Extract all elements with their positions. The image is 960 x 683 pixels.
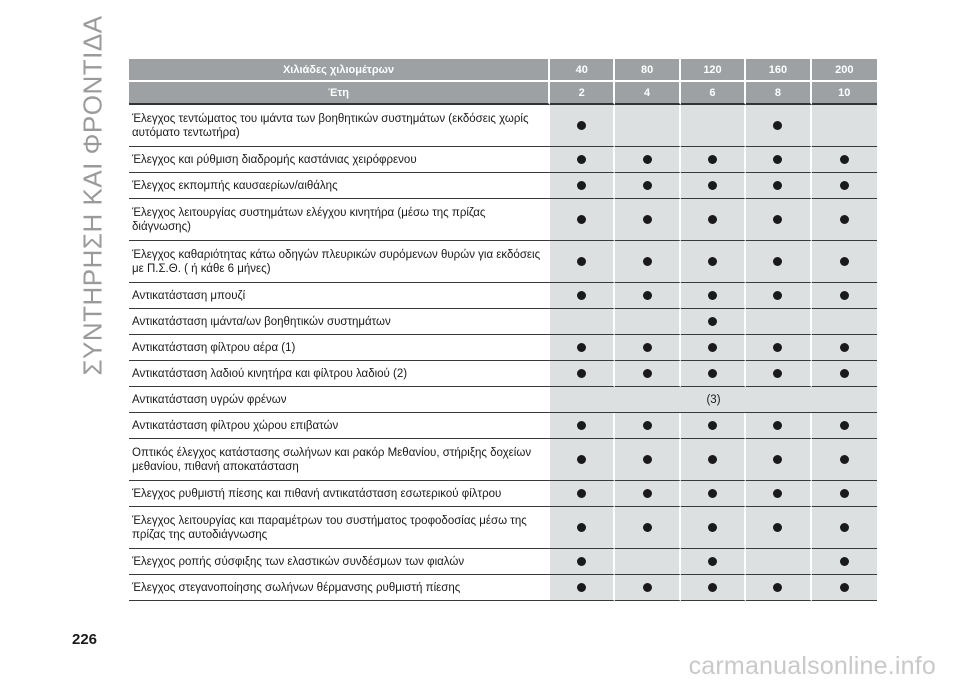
header-label: Έτη — [129, 82, 550, 105]
interval-cell — [746, 481, 811, 507]
maintenance-schedule-table — [129, 59, 877, 601]
row-label: Αντικατάσταση λαδιού κινητήρα και φίλτρου λαδιού (2) — [129, 361, 550, 387]
interval-cell — [615, 507, 680, 549]
bullet-icon — [643, 155, 652, 164]
interval-cell — [615, 147, 680, 173]
table-row — [129, 575, 877, 601]
table-row — [129, 507, 877, 549]
interval-cell — [812, 147, 877, 173]
header-value: 4 — [615, 82, 680, 105]
bullet-icon — [708, 557, 717, 566]
row-label: Έλεγχος λειτουργίας και παραμέτρων του συστήματος τροφοδοσίας μέσω της πρίζας της αυτοδιάγνωσης — [129, 507, 550, 549]
header-value: 200 — [812, 59, 877, 82]
bullet-icon — [773, 291, 782, 300]
bullet-icon — [643, 489, 652, 498]
bullet-icon — [840, 583, 849, 592]
bullet-icon — [577, 455, 586, 464]
interval-cell — [550, 361, 615, 387]
bullet-icon — [840, 523, 849, 532]
header-value: 40 — [550, 59, 615, 82]
table-row — [129, 105, 877, 147]
bullet-icon — [773, 523, 782, 532]
bullet-icon — [773, 215, 782, 224]
bullet-icon — [577, 257, 586, 266]
section-title — [74, 14, 112, 376]
table-row — [129, 199, 877, 241]
bullet-icon — [773, 181, 782, 190]
row-label: Οπτικός έλεγχος κατάστασης σωλήνων και ρακόρ Μεθανίου, στήριξης δοχείων μεθανίου, πιθανή αποκατάσταση — [129, 439, 550, 481]
interval-cell — [550, 413, 615, 439]
table-row — [129, 549, 877, 575]
interval-cell — [746, 335, 811, 361]
table-row — [129, 481, 877, 507]
interval-cell — [550, 439, 615, 481]
bullet-icon — [643, 343, 652, 352]
interval-cell — [615, 439, 680, 481]
bullet-icon — [577, 121, 586, 130]
interval-cell — [681, 575, 746, 601]
table-row — [129, 241, 877, 283]
row-label: Αντικατάσταση φίλτρου αέρα (1) — [129, 335, 550, 361]
bullet-icon — [840, 421, 849, 430]
interval-cell — [550, 575, 615, 601]
interval-cell — [681, 241, 746, 283]
interval-cell — [812, 105, 877, 147]
bullet-icon — [773, 343, 782, 352]
interval-cell — [681, 549, 746, 575]
header-row — [129, 82, 877, 105]
table-row — [129, 361, 877, 387]
interval-cell — [812, 575, 877, 601]
bullet-icon — [773, 257, 782, 266]
header-value: 6 — [681, 82, 746, 105]
table-row — [129, 413, 877, 439]
interval-cell — [812, 361, 877, 387]
interval-cell — [681, 173, 746, 199]
bullet-icon — [643, 181, 652, 190]
header-value: 10 — [812, 82, 877, 105]
bullet-icon — [840, 155, 849, 164]
interval-cell — [615, 105, 680, 147]
table-row — [129, 309, 877, 335]
bullet-icon — [840, 369, 849, 378]
bullet-icon — [643, 291, 652, 300]
row-label: Αντικατάσταση μπουζί — [129, 283, 550, 309]
table-row — [129, 147, 877, 173]
interval-cell — [746, 147, 811, 173]
row-label: Έλεγχος λειτουργίας συστημάτων ελέγχου κινητήρα (μέσω της πρίζας διάγνωσης) — [129, 199, 550, 241]
interval-cell — [746, 241, 811, 283]
bullet-icon — [577, 583, 586, 592]
interval-cell — [550, 335, 615, 361]
interval-cell — [550, 507, 615, 549]
bullet-icon — [577, 369, 586, 378]
interval-cell — [812, 507, 877, 549]
interval-cell — [746, 549, 811, 575]
interval-cell — [746, 105, 811, 147]
bullet-icon — [643, 215, 652, 224]
watermark: carmanualsonline.info — [688, 652, 936, 680]
section-title-text: ΣΥΝΤΗΡΗΣΗ ΚΑΙ ΦΡΟΝΤΙΔΑ — [77, 14, 108, 376]
interval-cell — [681, 413, 746, 439]
row-label: Αντικατάσταση φίλτρου χώρου επιβατών — [129, 413, 550, 439]
bullet-icon — [577, 489, 586, 498]
row-label: Έλεγχος ροπής σύσφιξης των ελαστικών συνδέσμων των φιαλών — [129, 549, 550, 575]
bullet-icon — [773, 489, 782, 498]
row-label: Έλεγχος εκπομπής καυσαερίων/αιθάλης — [129, 173, 550, 199]
interval-cell — [681, 283, 746, 309]
bullet-icon — [643, 257, 652, 266]
table-row — [129, 387, 877, 413]
interval-cell — [615, 309, 680, 335]
interval-cell — [615, 199, 680, 241]
bullet-icon — [708, 155, 717, 164]
bullet-icon — [773, 583, 782, 592]
interval-cell — [812, 309, 877, 335]
bullet-icon — [840, 215, 849, 224]
bullet-icon — [840, 489, 849, 498]
interval-cell — [681, 361, 746, 387]
bullet-icon — [773, 155, 782, 164]
header-value: 80 — [615, 59, 680, 82]
bullet-icon — [643, 583, 652, 592]
interval-cell — [812, 335, 877, 361]
interval-cell — [746, 413, 811, 439]
bullet-icon — [643, 421, 652, 430]
row-label: Έλεγχος στεγανοποίησης σωλήνων θέρμανσης ρυθμιστή πίεσης — [129, 575, 550, 601]
interval-cell — [681, 481, 746, 507]
row-label: Έλεγχος και ρύθμιση διαδρομής καστάνιας χειρόφρενου — [129, 147, 550, 173]
row-label: Αντικατάσταση υγρών φρένων — [129, 387, 550, 413]
row-note: (3) — [550, 387, 877, 413]
bullet-icon — [708, 291, 717, 300]
interval-cell — [812, 549, 877, 575]
interval-cell — [746, 309, 811, 335]
interval-cell — [681, 105, 746, 147]
bullet-icon — [708, 343, 717, 352]
bullet-icon — [840, 557, 849, 566]
interval-cell — [746, 283, 811, 309]
bullet-icon — [577, 343, 586, 352]
interval-cell — [550, 283, 615, 309]
interval-cell — [550, 199, 615, 241]
interval-cell — [681, 147, 746, 173]
row-label: Έλεγχος τεντώματος του ιμάντα των βοηθητικών συστημάτων (εκδόσεις χωρίς αυτόματο τεντωτήρα) — [129, 105, 550, 147]
bullet-icon — [708, 421, 717, 430]
bullet-icon — [577, 215, 586, 224]
table-row — [129, 283, 877, 309]
header-value: 120 — [681, 59, 746, 82]
bullet-icon — [708, 523, 717, 532]
interval-cell — [812, 241, 877, 283]
header-label: Χιλιάδες χιλιομέτρων — [129, 59, 550, 82]
bullet-icon — [577, 291, 586, 300]
bullet-icon — [773, 369, 782, 378]
bullet-icon — [840, 291, 849, 300]
interval-cell — [615, 549, 680, 575]
bullet-icon — [773, 121, 782, 130]
interval-cell — [615, 413, 680, 439]
bullet-icon — [577, 523, 586, 532]
bullet-icon — [773, 421, 782, 430]
interval-cell — [615, 481, 680, 507]
interval-cell — [812, 173, 877, 199]
page-number: 226 — [72, 631, 98, 648]
interval-cell — [681, 309, 746, 335]
bullet-icon — [708, 257, 717, 266]
bullet-icon — [708, 181, 717, 190]
interval-cell — [681, 507, 746, 549]
table-row — [129, 439, 877, 481]
bullet-icon — [708, 583, 717, 592]
interval-cell — [812, 413, 877, 439]
bullet-icon — [577, 155, 586, 164]
bullet-icon — [840, 181, 849, 190]
interval-cell — [615, 283, 680, 309]
interval-cell — [550, 241, 615, 283]
interval-cell — [550, 105, 615, 147]
bullet-icon — [643, 369, 652, 378]
bullet-icon — [577, 557, 586, 566]
row-label: Αντικατάσταση ιμάντα/ων βοηθητικών συστημάτων — [129, 309, 550, 335]
interval-cell — [812, 439, 877, 481]
bullet-icon — [773, 455, 782, 464]
row-label: Έλεγχος καθαριότητας κάτω οδηγών πλευρικών συρόμενων θυρών για εκδόσεις με Π.Σ.Θ. ( ή κάθε 6 μήνες) — [129, 241, 550, 283]
interval-cell — [746, 575, 811, 601]
interval-cell — [550, 481, 615, 507]
header-value: 160 — [746, 59, 811, 82]
interval-cell — [812, 481, 877, 507]
table-body — [129, 59, 877, 601]
interval-cell — [615, 241, 680, 283]
bullet-icon — [708, 369, 717, 378]
row-label: Έλεγχος ρυθμιστή πίεσης και πιθανή αντικατάσταση εσωτερικού φίλτρου — [129, 481, 550, 507]
interval-cell — [681, 439, 746, 481]
header-value: 8 — [746, 82, 811, 105]
interval-cell — [746, 507, 811, 549]
interval-cell — [681, 199, 746, 241]
bullet-icon — [708, 317, 717, 326]
table-row — [129, 335, 877, 361]
header-row — [129, 59, 877, 82]
interval-cell — [615, 575, 680, 601]
interval-cell — [615, 335, 680, 361]
bullet-icon — [643, 455, 652, 464]
interval-cell — [746, 361, 811, 387]
bullet-icon — [577, 181, 586, 190]
interval-cell — [550, 147, 615, 173]
interval-cell — [550, 309, 615, 335]
interval-cell — [550, 549, 615, 575]
bullet-icon — [840, 455, 849, 464]
interval-cell — [681, 335, 746, 361]
interval-cell — [550, 173, 615, 199]
bullet-icon — [840, 257, 849, 266]
bullet-icon — [840, 343, 849, 352]
table-row — [129, 173, 877, 199]
interval-cell — [746, 173, 811, 199]
header-value: 2 — [550, 82, 615, 105]
bullet-icon — [577, 421, 586, 430]
bullet-icon — [708, 455, 717, 464]
interval-cell — [615, 173, 680, 199]
interval-cell — [812, 199, 877, 241]
interval-cell — [746, 199, 811, 241]
bullet-icon — [708, 215, 717, 224]
interval-cell — [812, 283, 877, 309]
bullet-icon — [708, 489, 717, 498]
bullet-icon — [643, 523, 652, 532]
interval-cell — [746, 439, 811, 481]
interval-cell — [615, 361, 680, 387]
